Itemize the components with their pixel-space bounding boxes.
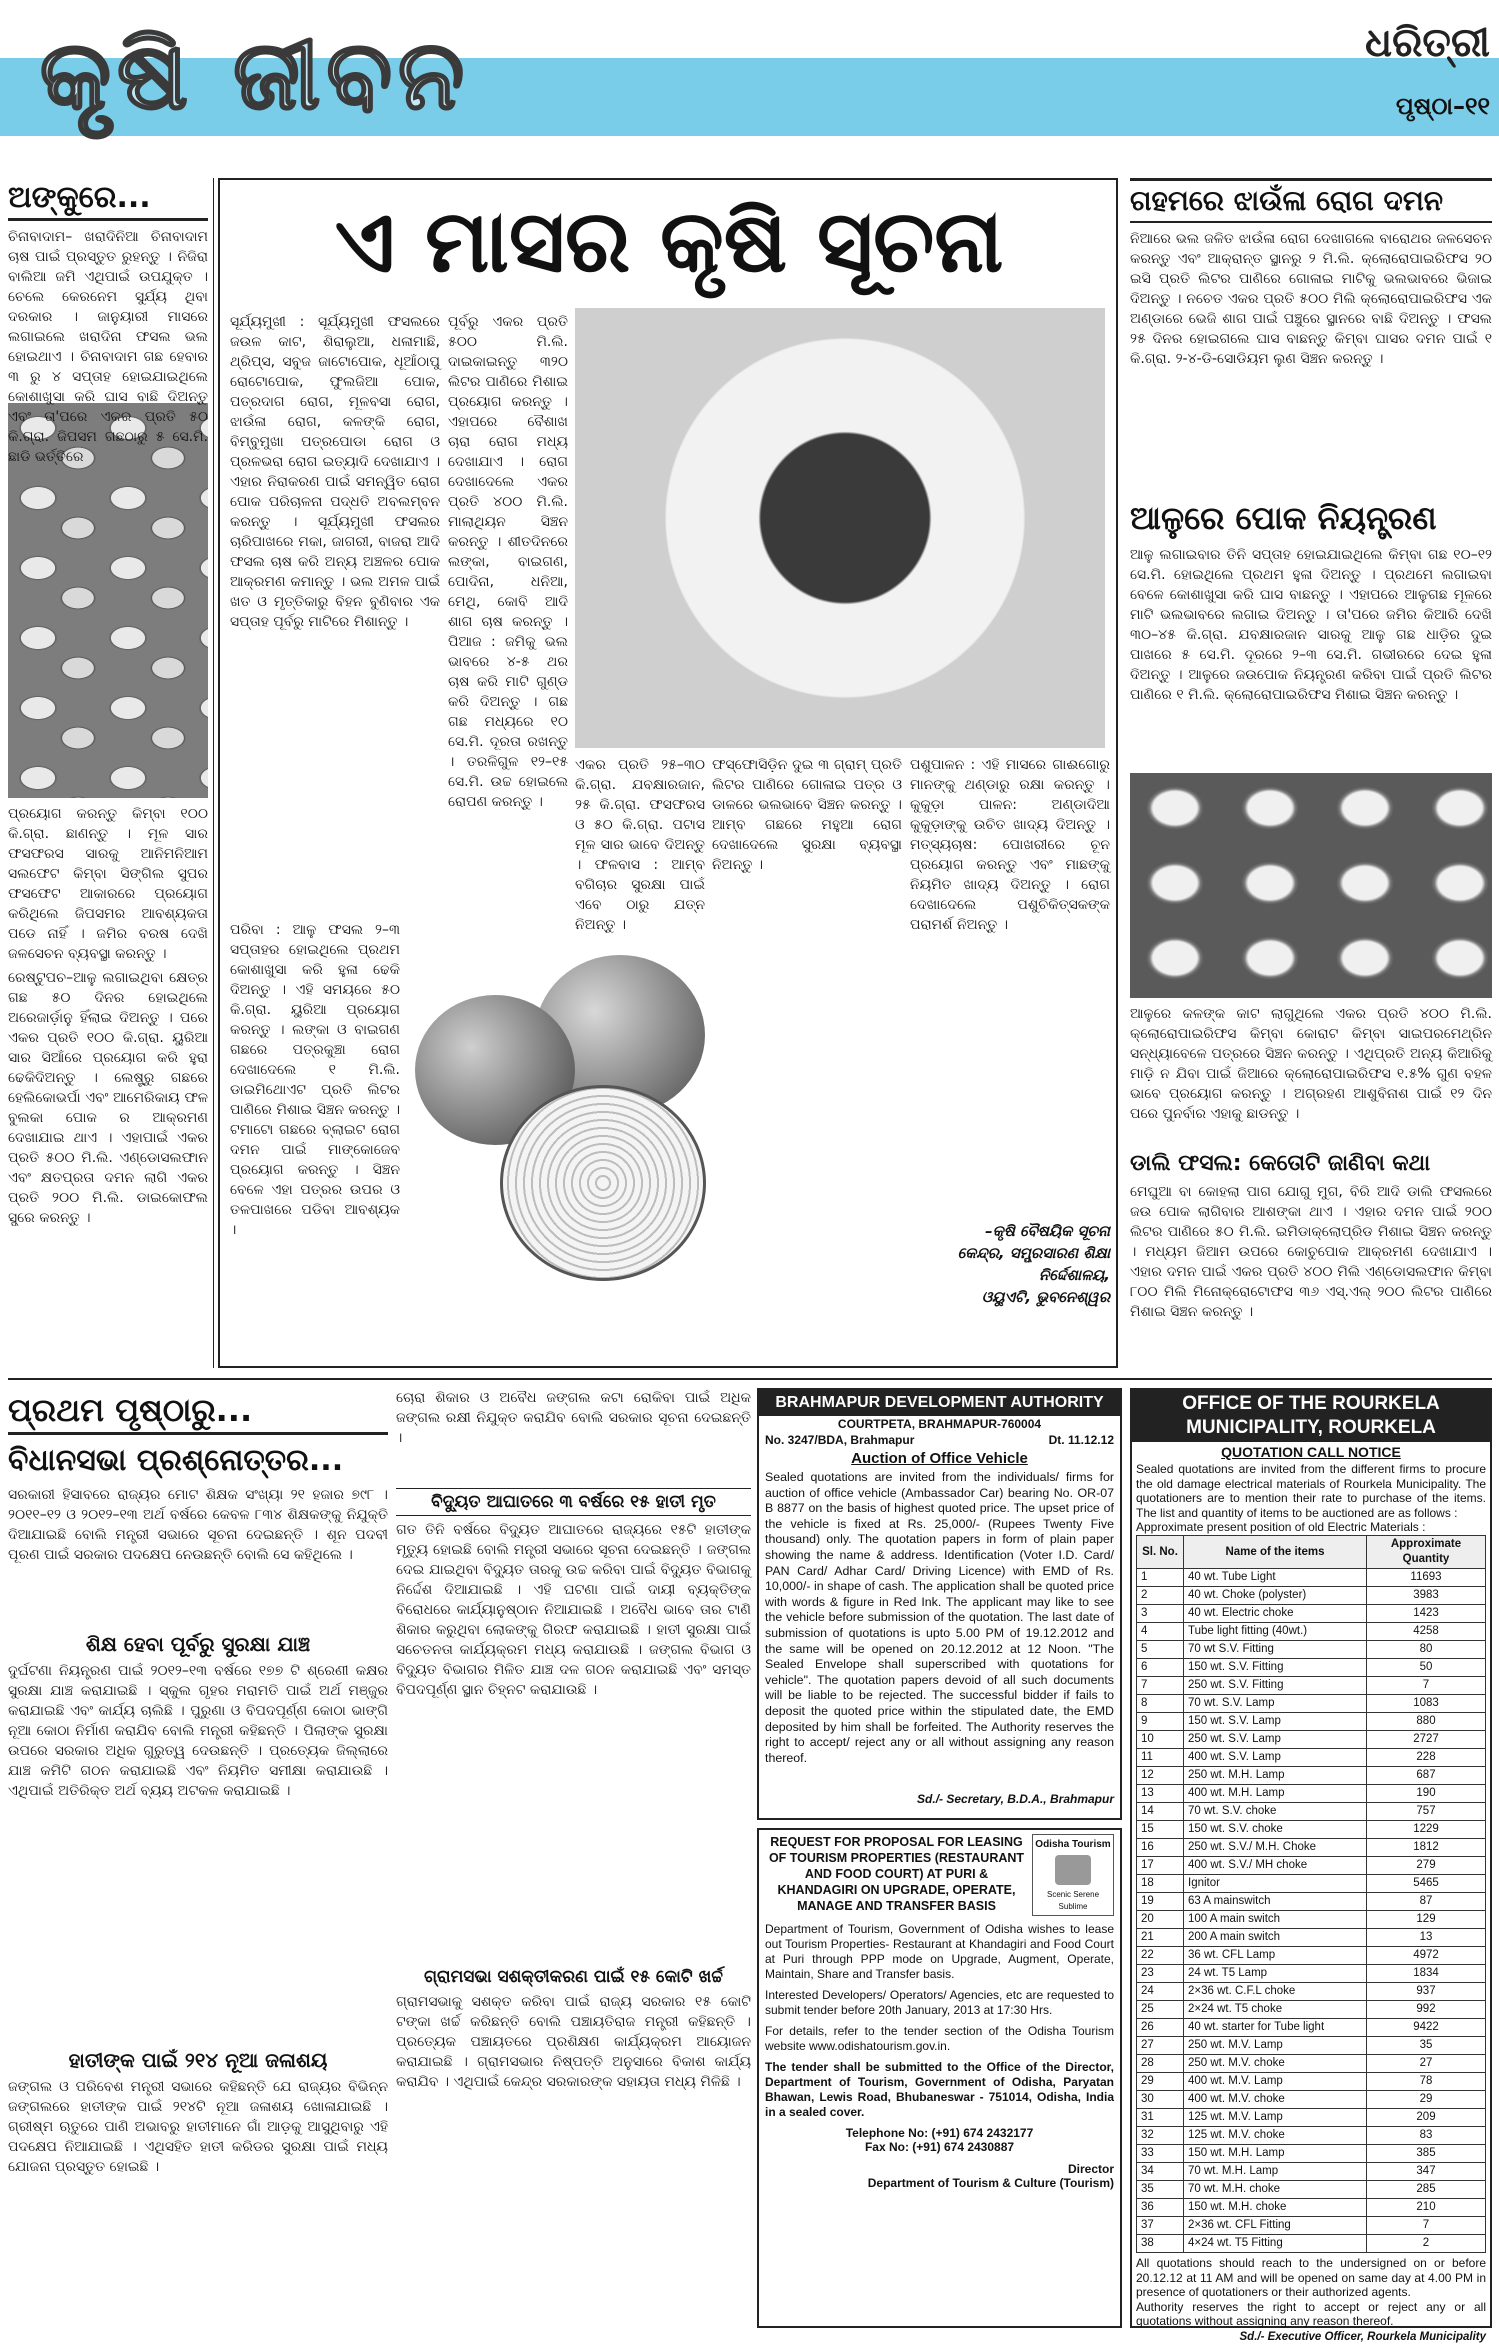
- credit-line-3: ନିର୍ଦ୍ଦେଶାଳୟ,: [1038, 1266, 1110, 1284]
- cell-qty: 35: [1367, 2037, 1486, 2055]
- feature-credit: [910, 1220, 1110, 1360]
- table-header-row: [1137, 1536, 1486, 1569]
- cell-item: 70 wt. S.V. Lamp: [1184, 1695, 1367, 1713]
- table-row: [1137, 1983, 1486, 2001]
- cell-sl: 7: [1137, 1677, 1184, 1695]
- feature-col-1: ସୂର୍ଯ୍ୟମୁଖୀ : ସୂର୍ଯ୍ୟମୁଖୀ ଫସଲରେ ଜଉଳ କାଟ, ଶିରାଲୁଆ, ଧଳାମାଛି, ଥ୍ରିପ୍ସ, ସବୁଜ ଜାଟୋପୋକ, ଧୂଆଁଠାପୁ ରୋଟୋପୋକ, ଫୁଲଜିଆ ପୋକ, ପତ୍ରଦାଗ ରୋଗ, ମୂଳବସା ରୋଗ, ଝାଉଁଳା ରୋଗ, କଳଙ୍କି ରୋଗ, ବିମ୍ବୁମୁଖା ପତ୍ରପୋଡା ରୋଗ ଓ ପ୍ରଳଭରା ରୋଗ ଇତ୍ୟାଦି ଦେଖାଯାଏ । ଏହାର ନିରାକରଣ ପାଇଁ ସମନ୍ୱିତ ରୋଗ ପୋକ ପରିଚାଳନା ପଦ୍ଧତି ଅବଲମ୍ବନ କରନ୍ତୁ । ସୂର୍ଯ୍ୟମୁଖୀ ଫସଲର ଚାରିପାଖରେ ମକା, ଜାଗରୀ, ବାଜରା ଆଦି ଫସଲ ଚାଷ କରି ଅନ୍ୟ ଅଞ୍ଚଳର ପୋକ ଆକ୍ରମଣ କମାନ୍ତୁ । ଭଲ ଅମଳ ପାଇଁ ଖତ ଓ ମୃତ୍ତିକାରୁ ବିହନ ବୁଣିବାର ଏକ ସପ୍ତାହ ପୂର୍ବରୁ ମାଟିରେ ମିଶାନ୍ତୁ ।: [230, 314, 440, 630]
- table-row: [1137, 1587, 1486, 1605]
- table-row: [1137, 2055, 1486, 2073]
- onion-photo: [405, 915, 735, 1360]
- cell-sl: 8: [1137, 1695, 1184, 1713]
- cell-sl: 6: [1137, 1659, 1184, 1677]
- sunflower-bloom: [665, 338, 1025, 698]
- cell-item: 150 wt. S.V. Lamp: [1184, 1713, 1367, 1731]
- tourism-logo-text: Odisha Tourism: [1035, 1839, 1111, 1850]
- cell-qty: 13: [1367, 1929, 1486, 1947]
- table-row: [1137, 2181, 1486, 2199]
- bda-date: Dt. 11.12.12: [1048, 1433, 1114, 1447]
- table-row: [1137, 1659, 1486, 1677]
- rourkela-intro: Sealed quotations are invited from the different firms to procure the old damage electrical materials of Rourkela Municipality. The quotationers are to mention their rate to purchase of the items. The list and quantity of items to be auctioned are as follows :: [1136, 1462, 1486, 1520]
- cell-qty: 1229: [1367, 1821, 1486, 1839]
- wheat-heading: ଗହମରେ ଝାଉଁଳା ରୋଗ ଦମନ: [1130, 178, 1492, 223]
- rourkela-subtitle: QUOTATION CALL NOTICE: [1221, 1444, 1401, 1460]
- cell-sl: 19: [1137, 1893, 1184, 1911]
- cell-sl: 33: [1137, 2145, 1184, 2163]
- table-row: [1137, 1965, 1486, 1983]
- cell-sl: 10: [1137, 1731, 1184, 1749]
- cell-qty: 4972: [1367, 1947, 1486, 1965]
- left-para-1: ଚିନାବାଦାମ– ଖରାଦିନିଆ ଚିନାବାଦାମ ଚାଷ ପାଇଁ ପ୍ରସ୍ତୁତ ରୁହନ୍ତୁ । ନିଜିରା ବାଲିଆ ଜମି ଏଥିପାଇଁ ଉପଯୁକ୍ତ । ଚେଲେ କେରନେମ ସୁର୍ଯ୍ୟ ଥିବା ଦରକାର । ଜାନୁୟାରୀ ମାସରେ ଲଗାଇଲେ ଖରାଦିନା ଫସଲ ଭଲ ହୋଇଥାଏ । ଚିନାବାଦାମ ଗଛ ହେବାର ୩ ରୁ ୪ ସପ୍ତାହ ହୋଇଯାଇଥିଲେ କୋଶାଖୁସା କରି ଘାସ ବାଛି ଦିଅନ୍ତୁ ଏବଂ ତା'ପରେ ଏକର ପ୍ରତି ୫୦ କି.ଗ୍ରା. ଜିପସମ ଗଛଠାରୁ ୫ ସେ.ମି. ଛାଡି ଭର୍ତ୍ତିରେ: [8, 229, 208, 465]
- cell-sl: 28: [1137, 2055, 1184, 2073]
- cell-qty: 1834: [1367, 1965, 1486, 1983]
- bda-body: Sealed quotations are invited from the individuals/ firms for auction of office vehicle (Ambassador Car) bearing No. OR-07 B 8877 on the basis of highest quoted price. The upset price of the vehicle is fixed at Rs. 25,000/- (Rupees Twenty Five thousand) only. The quotation papers in form of plain paper showing the name & address. Identification (Voter I.D. Card/ PAN Card/ Adhar Card/ Driving Licence) with EMD of Rs. 10,000/- in shape of cash. The application shall be quoted price with words & figure in Red Ink. The applicant may like to see the vehicle before submission of the quotation. The last date of submission of quotations is upto 5.00 PM of 19.12.2012 and the same will be opened on 20.12.2012 at 12 Noon. "The Sealed Envelope shall superscribed with quotations for vehicle". The quotation papers devoid of all such documents will be liable to be rejected. The successful bidder if fails to deposit the quoted price within the stipulated date, the EMD deposited by him shall be forfeited. The Authority reserves the right to accept/ reject any or all without assigning any reason thereof.: [765, 1470, 1114, 1765]
- cell-sl: 11: [1137, 1749, 1184, 1767]
- left-column: [8, 178, 208, 1368]
- left-heading: ଅଙ୍କୁରେ...: [8, 178, 208, 221]
- section-divider: [8, 1378, 1492, 1380]
- cell-item: 250 wt. M.H. Lamp: [1184, 1767, 1367, 1785]
- cell-qty: 80: [1367, 1641, 1486, 1659]
- cell-qty: 87: [1367, 1893, 1486, 1911]
- rourkela-signature: Sd./- Executive Officer, Rourkela Municipality: [1239, 2330, 1486, 2343]
- sunflower-photo: [575, 308, 1105, 748]
- cell-qty: 29: [1367, 2091, 1486, 2109]
- cell-sl: 4: [1137, 1623, 1184, 1641]
- cell-qty: 1812: [1367, 1839, 1486, 1857]
- cell-item: Tube light fitting (40wt.): [1184, 1623, 1367, 1641]
- cell-sl: 18: [1137, 1875, 1184, 1893]
- table-row: [1137, 2019, 1486, 2037]
- tourism-notice: [757, 1828, 1122, 2328]
- cell-sl: 35: [1137, 2181, 1184, 2199]
- cell-qty: 83: [1367, 2127, 1486, 2145]
- table-row: [1137, 2001, 1486, 2019]
- cell-qty: 7: [1367, 2217, 1486, 2235]
- cell-sl: 23: [1137, 1965, 1184, 1983]
- tourism-title: REQUEST FOR PROPOSAL FOR LEASING OF TOURISM PROPERTIES (RESTAURANT AND FOOD COURT) AT PURI & KHANDAGIRI ON UPGRADE, OPERATE, MANAGE AND TRANSFER BASIS: [768, 1835, 1025, 1913]
- table-row: [1137, 2127, 1486, 2145]
- rourkela-items-table: [1136, 1535, 1486, 2253]
- bda-subject: Auction of Office Vehicle: [851, 1450, 1028, 1467]
- tourism-fax: Fax No: (+91) 674 2430887: [864, 2140, 1015, 2154]
- cell-item: 200 A main switch: [1184, 1929, 1367, 1947]
- table-row: [1137, 2163, 1486, 2181]
- cell-sl: 9: [1137, 1713, 1184, 1731]
- bda-title: BRAHMAPUR DEVELOPMENT AUTHORITY: [759, 1390, 1120, 1416]
- cell-qty: 9422: [1367, 2019, 1486, 2037]
- table-row: [1137, 2199, 1486, 2217]
- table-row: [1137, 1749, 1486, 1767]
- pulses-text: ମେଘୁଆ ବା କୋହଲା ପାଗ ଯୋଗୁ ମୁଗ, ବିରି ଆଦି ଡାଲି ଫସଲରେ ଜଉ ପୋକ ଲାଗିବାର ଆଶଙ୍କା ଥାଏ । ଏହାର ଦମନ ପାଇଁ ୨୦୦ ଲିଟର ପାଣିରେ ୫୦ ମି.ଲି. ଇମିଡାକ୍ଲୋପ୍ରିଡ ମିଶାଇ ସିଞ୍ଚନ କରନ୍ତୁ । ମଧ୍ୟମ ଜିଆମ ଉପରେ କୋଚୁପୋକ ଆକ୍ରମଣ ଦେଖାଯାଏ । ଏହାର ଦମନ ପାଇଁ ଏକର ପ୍ରତି ୪୦୦ ମିଲି ଏଣ୍ଡୋସଲଫାନ କିମ୍ବା ୮୦୦ ମିଲି ମିନୋକ୍ରୋଟୋଫସ ୩୬ ଏସ୍.ଏଲ୍ ୨୦୦ ଲିଟର ପାଣିରେ ମିଶାଇ ସିଞ୍ଚନ କରନ୍ତୁ ।: [1130, 1184, 1492, 1320]
- tourism-logo-mark: [1055, 1855, 1091, 1885]
- cell-qty: 27: [1367, 2055, 1486, 2073]
- potato-heading: ଆଳୁରେ ପୋକ ନିୟନ୍ତ୍ରଣ: [1130, 499, 1437, 537]
- table-row: [1137, 1821, 1486, 1839]
- potato-text: ଆଳୁ ଲଗାଇବାର ତିନି ସପ୍ତାହ ହୋଇଯାଇଥିଲେ କିମ୍ବା ଗଛ ୧୦–୧୨ ସେ.ମି. ହୋଇଥିଲେ ପ୍ରଥମ ହୁଳା ଦିଅନ୍ତୁ । ପ୍ରଥମେ ଲଗାଇବା ବେଳେ କୋଶାଖୁସା କରି ଘାସ ବାଛନ୍ତୁ । ଏହାପରେ ଆଳୁଗଛ ମୂଳରେ ମାଟି ଭଲଭାବରେ ଲଗାଇ ଦିଅନ୍ତୁ । ତା'ପରେ ଜମିର କିଆରି ଦେଖି ୩୦–୪୫ କି.ଗ୍ରା. ଯବକ୍ଷାରଜାନ ସାରକୁ ଆଳୁ ଗଛ ଧାଡ଼ିର ଦୁଇ ପାଖରେ ୫ ସେ.ମି. ଦୂରରେ ୨–୩ ସେ.ମି. ଗଭୀରରେ ଦେଇ ହୁଳା ଦିଅନ୍ତୁ । ଆଳୁରେ ଜଉପୋକ ନିୟନ୍ତ୍ରଣ କରିବା ପାଇଁ ପ୍ରତି ଲିଟର ପାଣିରେ ୧ ମି.ଲି. କ୍ଲୋରୋପାଇରିଫସ ମିଶାଇ ସିଞ୍ଚନ କରନ୍ତୁ ।: [1130, 547, 1492, 703]
- cell-item: 36 wt. CFL Lamp: [1184, 1947, 1367, 1965]
- cell-item: 400 wt. S.V. Lamp: [1184, 1749, 1367, 1767]
- cell-item: 2×36 wt. C.F.L choke: [1184, 1983, 1367, 2001]
- cell-sl: 38: [1137, 2235, 1184, 2253]
- cell-qty: 50: [1367, 1659, 1486, 1677]
- cell-item: 2×24 wt. T5 choke: [1184, 2001, 1367, 2019]
- cell-sl: 34: [1137, 2163, 1184, 2181]
- cell-qty: 228: [1367, 1749, 1486, 1767]
- potato-photo: [1130, 773, 1492, 998]
- cell-item: 40 wt. starter for Tube light: [1184, 2019, 1367, 2037]
- cell-item: 24 wt. T5 Lamp: [1184, 1965, 1367, 1983]
- table-row: [1137, 1731, 1486, 1749]
- cell-qty: 2: [1367, 2235, 1486, 2253]
- cell-item: 150 wt. S.V. choke: [1184, 1821, 1367, 1839]
- credit-line-4: ଓୟୁଏଟି, ଭୁବନେଶ୍ୱର: [981, 1288, 1110, 1306]
- cell-qty: 7: [1367, 1677, 1486, 1695]
- table-row: [1137, 1713, 1486, 1731]
- cell-qty: 992: [1367, 2001, 1486, 2019]
- cell-sl: 22: [1137, 1947, 1184, 1965]
- cell-item: 125 wt. M.V. Lamp: [1184, 2109, 1367, 2127]
- col-item: Name of the items: [1184, 1536, 1367, 1569]
- cell-item: 2×36 wt. CFL Fitting: [1184, 2217, 1367, 2235]
- cell-qty: 1423: [1367, 1605, 1486, 1623]
- feature-headline: ଏ ମାସର କୃଷି ସୂଚନା: [334, 192, 1004, 292]
- cell-sl: 21: [1137, 1929, 1184, 1947]
- feature-col-4: ଫସ୍‌ଫୋସିଡ଼ିନ ଦୁଇ ୩ ଗ୍ରାମ୍ ପ୍ରତି ଲିଟର ପାଣିରେ ଗୋଳାଇ ପତ୍ର ଓ ଡାଳରେ ଭଲଭାବେ ସିଞ୍ଚନ କରନ୍ତୁ । ଆମ୍ବ ଗଛରେ ମହୁଆ ରୋଗ ଦେଖାଦେଲେ ସୁରକ୍ଷା ବ୍ୟବସ୍ଥା ନିଅନ୍ତୁ ।: [712, 757, 902, 873]
- cell-qty: 11693: [1367, 1569, 1486, 1587]
- cell-item: 4×24 wt. T5 Fitting: [1184, 2235, 1367, 2253]
- cell-item: 70 wt S.V. Fitting: [1184, 1641, 1367, 1659]
- table-row: [1137, 1803, 1486, 1821]
- bottom-left-column: [8, 1388, 388, 2328]
- table-row: [1137, 1911, 1486, 1929]
- assembly-text: ସରକାରୀ ହିସାବରେ ରାଜ୍ୟର ମୋଟ ଶିକ୍ଷକ ସଂଖ୍ୟା ୨୧ ହଜାର ୭୯୮ । ୨୦୧୧–୧୨ ଓ ୨୦୧୨–୧୩ ଅର୍ଥ ବର୍ଷରେ କେବଳ ୮୩୪ ଶିକ୍ଷକଙ୍କୁ ନିଯୁକ୍ତି ଦିଆଯାଇଛି ବୋଲି ମନ୍ତ୍ରୀ ସଭାରେ ସୂଚନା ଦେଇଛନ୍ତି । ଶୂନ ପଦବୀ ପୂରଣ ପାଇଁ ସରକାର ପଦକ୍ଷେପ ନେଉଛନ୍ତି ବୋଲି ସେ କହିଥିଲେ ।: [8, 1487, 388, 1563]
- cell-qty: 190: [1367, 1785, 1486, 1803]
- table-row: [1137, 1857, 1486, 1875]
- cell-sl: 2: [1137, 1587, 1184, 1605]
- cell-item: 400 wt. S.V./ MH choke: [1184, 1857, 1367, 1875]
- tourism-sign-1: Director: [1067, 2162, 1114, 2176]
- table-row: [1137, 1785, 1486, 1803]
- table-row: [1137, 1893, 1486, 1911]
- rourkela-title-1: OFFICE OF THE ROURKELA: [1182, 1393, 1440, 1414]
- cell-sl: 20: [1137, 1911, 1184, 1929]
- newspaper-logo: ଧରିତ୍ରୀ: [1365, 20, 1490, 66]
- right-column: [1130, 178, 1492, 1368]
- cell-qty: 347: [1367, 2163, 1486, 2181]
- cell-qty: 209: [1367, 2109, 1486, 2127]
- pulses-heading: ଡାଲି ଫସଲ: କେତୋଟି ଜାଣିବା କଥା: [1130, 1151, 1431, 1176]
- cell-item: 250 wt. M.V. Lamp: [1184, 2037, 1367, 2055]
- tourism-logo: [1032, 1834, 1114, 1916]
- cell-sl: 25: [1137, 2001, 1184, 2019]
- cell-item: 250 wt. M.V. choke: [1184, 2055, 1367, 2073]
- feature-col-6: ପଶୁପାଳନ : ଏହି ମାସରେ ଗାଈଗୋରୁ ମାନଙ୍କୁ ଥଣ୍ଡାରୁ ରକ୍ଷା କରନ୍ତୁ । କୁକୁଡ଼ା ପାଳନ: ଅଣ୍ଡାଦିଆ କୁକୁଡ଼ାଙ୍କୁ ଉଚିତ ଖାଦ୍ୟ ଦିଅନ୍ତୁ । ମତ୍ସ୍ୟଚାଷ: ପୋଖରୀରେ ଚୂନ ପ୍ରୟୋଗ କରନ୍ତୁ ଏବଂ ମାଛଙ୍କୁ ନିୟମିତ ଖାଦ୍ୟ ଦିଅନ୍ତୁ । ରୋଗ ଦେଖାଦେଲେ ପଶୁଚିକିତ୍ସକଙ୍କ ପରାମର୍ଶ ନିଅନ୍ତୁ ।: [910, 757, 1110, 933]
- table-row: [1137, 1641, 1486, 1659]
- bottom-middle-column: [396, 1388, 751, 2328]
- cell-item: 70 wt. M.H. choke: [1184, 2181, 1367, 2199]
- assembly-qa-heading: ବିଧାନସଭା ପ୍ରଶ୍ନୋତ୍ତର...: [8, 1443, 344, 1478]
- cell-qty: 2727: [1367, 1731, 1486, 1749]
- front-page-continuation: ପ୍ରଥମ ପୃଷ୍ଠାରୁ...: [8, 1388, 388, 1435]
- cell-sl: 1: [1137, 1569, 1184, 1587]
- table-row: [1137, 1623, 1486, 1641]
- table-row: [1137, 1695, 1486, 1713]
- elephant-ponds-heading: ହାତୀଙ୍କ ପାଇଁ ୨୧୪ ନୂଆ ଜଳାଶୟ: [68, 2048, 328, 2072]
- safety-heading: ଶିକ୍ଷ ହେବା ପୂର୍ବରୁ ସୁରକ୍ଷା ଯାଞ୍ଚ: [85, 1632, 311, 1656]
- cell-sl: 13: [1137, 1785, 1184, 1803]
- credit-line-2: କେନ୍ଦ୍ର, ସମ୍ପ୍ରସାରଣ ଶିକ୍ଷା: [957, 1244, 1110, 1262]
- cell-sl: 12: [1137, 1767, 1184, 1785]
- table-row: [1137, 2145, 1486, 2163]
- cell-qty: 937: [1367, 1983, 1486, 2001]
- cell-item: 70 wt. M.H. Lamp: [1184, 2163, 1367, 2181]
- cell-item: 150 wt. M.H. choke: [1184, 2199, 1367, 2217]
- cell-qty: 4258: [1367, 1623, 1486, 1641]
- table-row: [1137, 2091, 1486, 2109]
- table-row: [1137, 2037, 1486, 2055]
- tourism-logo-sub: Scenic Serene Sublime: [1046, 1890, 1100, 1911]
- tourism-p2: Interested Developers/ Operators/ Agencies, etc are requested to submit tender before 20th January, 2013 at 17:30 Hrs.: [765, 1988, 1114, 2017]
- bda-address: COURTPETA, BRAHMAPUR-760004: [837, 1417, 1042, 1431]
- cell-sl: 14: [1137, 1803, 1184, 1821]
- column-divider: [213, 178, 214, 1368]
- cell-item: 400 wt. M.V. choke: [1184, 2091, 1367, 2109]
- table-row: [1137, 2217, 1486, 2235]
- bda-ref-row: [765, 1432, 1114, 1448]
- feature-col-2: ପୂର୍ବରୁ ଏକର ପ୍ରତି ୫୦୦ ମି.ଲି. ଦାଇକାଇନ୍ତୁ ୩୨୦ ଲିଟର ପାଣିରେ ମିଶାଇ ପ୍ରୟୋଗ କରନ୍ତୁ । ଏହାପରେ ବୈଶାଖ ଚାରା ରୋଗ ମଧ୍ୟ ଦେଖାଯାଏ । ରୋଗ ଦେଖାଦେଲେ ଏକର ପ୍ରତି ୪୦୦ ମି.ଲି. ମାଲାଥିୟନ ସିଞ୍ଚନ କରନ୍ତୁ । ଶୀତଦିନରେ ଲଙ୍କା, ବାଇଗଣ, ପୋଦିନା, ଧନିଆ, ମେଥି, କୋବି ଆଦି ଶାଗ ଚାଷ କରନ୍ତୁ । ପିଆଜ : ଜମିକୁ ଭଲ ଭାବରେ ୪-୫ ଥର ଚାଷ କରି ମାଟି ଗୁଣ୍ଡ କରି ଦିଅନ୍ତୁ । ଗଛ ଗଛ ମଧ୍ୟରେ ୧୦ ସେ.ମି. ଦୂରତା ରଖନ୍ତୁ । ତରଳିଗୁଳ ୧୨–୧୫ ସେ.ମି. ଉଚ୍ଚ ହୋଇଲେ ରୋପଣ କରନ୍ତୁ ।: [448, 314, 568, 810]
- tourism-p1: Department of Tourism, Government of Odisha wishes to lease out Tourism Properties- Restaurant at Khandagiri and Food Court at Puri through PPP mode on Upgrade, Augment, Operate, Maintain, Share and Transfer basis.: [765, 1922, 1114, 1981]
- cell-qty: 285: [1367, 2181, 1486, 2199]
- cell-sl: 5: [1137, 1641, 1184, 1659]
- col-sl: Sl. No.: [1137, 1536, 1184, 1569]
- cell-sl: 29: [1137, 2073, 1184, 2091]
- left-para-3: ରେଷ୍ଟୁପଚ–ଆଳୁ ଲଗାଇଥିବା କ୍ଷେତ୍ର ଗଛ ୫୦ ଦିନର ହୋଇଥିଲେ ଅରେଜାର୍ଡ଼ାନୁ ହିଁଲାଇ ଦିଅନ୍ତୁ । ପରେ ଏକର ପ୍ରତି ୧୦୦ କି.ଗ୍ରା. ୟୁରିଆ ସାର ସିଆଁରେ ପ୍ରୟୋଗ କରି ହୁରା ଢେକିଦିଅନ୍ତୁ । ଲେଷ୍ଟ୍ରୁ ଗଛରେ ହେଲିକୋଭର୍ପା ଏବଂ ଆମେରିକାୟ ଫଳ ବୁଲକା ପୋକ ର ଆକ୍ରମଣ ଦେଖାଯାଇ ଥାଏ । ଏହାପାଇଁ ଏକର ପ୍ରତି ୫୦୦ ମି.ଲି. ଏଣ୍ଡୋସଲଫାନ ଏବଂ କ୍ଷତପ୍ରତା ଦମନ ଲାଗି ଏକର ପ୍ରତି ୨୦୦ ମି.ଲି. ଡାଇକୋଫଲ ସ୍ପ୍ରେ କରନ୍ତୁ ।: [8, 970, 208, 1226]
- cell-sl: 27: [1137, 2037, 1184, 2055]
- cell-item: 250 wt. S.V. Lamp: [1184, 1731, 1367, 1749]
- cell-qty: 385: [1367, 2145, 1486, 2163]
- section-title: କୃଷି ଜୀବନ: [40, 19, 471, 131]
- feature-col-5: ପରିବା : ଆଳୁ ଫସଲ ୨–୩ ସପ୍ତାହର ହୋଇଥିଲେ ପ୍ରଥମ କୋଶାଖୁସା କରି ହୁଳା ଢେକି ଦିଅନ୍ତୁ । ଏହି ସମୟରେ ୫୦ କି.ଗ୍ରା. ୟୁରିଆ ପ୍ରୟୋଗ କରନ୍ତୁ । ଲଙ୍କା ଓ ବାଇଗଣ ଗଛରେ ପତ୍ରକୁଞ୍ଚା ରୋଗ ଦେଖାଦେଲେ ୧ ମି.ଲି. ଡାଇମିଥୋଏଟ ପ୍ରତି ଲିଟର ପାଣିରେ ମିଶାଇ ସିଞ୍ଚନ କରନ୍ତୁ । ଟମାଟୋ ଗଛରେ ବ୍ଲାଇଟ ରୋଗ ଦମନ ପାଇଁ ମାଙ୍କୋଜେବ ପ୍ରୟୋଗ କରନ୍ତୁ । ସିଞ୍ଚନ ବେଳେ ଏହା ପତ୍ରର ଉପର ଓ ତଳପାଖରେ ପଡିବା ଆବଶ୍ୟକ ।: [230, 922, 400, 1238]
- table-row: [1137, 1875, 1486, 1893]
- bda-signature: Sd./- Secretary, B.D.A., Brahmapur: [917, 1792, 1114, 1806]
- cell-qty: 1083: [1367, 1695, 1486, 1713]
- cell-item: 40 wt. Electric choke: [1184, 1605, 1367, 1623]
- table-row: [1137, 1839, 1486, 1857]
- tourism-p3: For details, refer to the tender section of the Odisha Tourism website www.odishatourism.gov.in.: [765, 2024, 1114, 2053]
- cell-item: 250 wt. S.V./ M.H. Choke: [1184, 1839, 1367, 1857]
- cell-sl: 37: [1137, 2217, 1184, 2235]
- cell-qty: 279: [1367, 1857, 1486, 1875]
- cell-item: 40 wt. Choke (polyster): [1184, 1587, 1367, 1605]
- cell-item: 400 wt. M.H. Lamp: [1184, 1785, 1367, 1803]
- gram-sabha-heading: ଗ୍ରାମସଭା ସଶକ୍ତୀକରଣ ପାଇଁ ୧୫ କୋଟି ଖର୍ଚ୍ଚ: [424, 1967, 723, 1987]
- left-para-2: ପ୍ରୟୋଗ କରନ୍ତୁ କିମ୍ବା ୧୦୦ କି.ଗ୍ରା. ଛାଣନ୍ତୁ । ମୂଳ ସାର ଫସଫରସ ସାରକୁ ଆନିମନିଆମ ସଲଫେଟ କିମ୍ବା ସିଙ୍ଗିଲ ସୁପର ଫସଫେଟ ଆକାରରେ ପ୍ରୟୋଗ କରିଥିଲେ ଜିପସମର ଆବଶ୍ୟକତା ପଡେ ନାହିଁ । ଜମିର ବରଷ ଦେଖି ଜଳସେଚନ ବ୍ୟବସ୍ଥା କରନ୍ତୁ ।: [8, 806, 208, 962]
- cell-qty: 210: [1367, 2199, 1486, 2217]
- wheat-text: ନିଆରେ ଭଲ ଜଳିତ ଝାଉଁଳା ରୋଗ ଦେଖାଗଲେ ବାରୋଥର ଜଳସେଚନ କରନ୍ତୁ ଏବଂ ଆକ୍ରାନ୍ତ ସ୍ଥାନରୁ ୨ ମି.ଲି. କ୍ଲୋରୋପାଇରିଫସ ୨୦ ଇସି ପ୍ରତି ଲିଟର ପାଣିରେ ଗୋଳାଇ ମାଟିକୁ ଭଲଭାବରେ ଭିଜାଇ ଦିଅନ୍ତୁ । ନଚେତ ଏକର ପ୍ରତି ୫୦୦ ମିଲି କ୍ଲୋରୋପାଇରିଫସ ଏକ ଅଣ୍ଡାରେ ଭେଜି ଶାଗ ପାଇଁ ପଞ୍ଚୁରେ ସ୍ଥାନରେ ବାଛି ଦିଅନ୍ତୁ । ଫସଲ ୨୫ ଦିନର ହୋଇଗଲେ ଘାସ ବାଛନ୍ତୁ କିମ୍ବା ଘାସର ଦମନ ପାଇଁ ୧ କି.ଗ୍ରା. ୨-୪-ଡି-ସୋଡିୟମ ଲୁଣ ସିଞ୍ଚନ କରନ୍ତୁ ।: [1130, 231, 1492, 367]
- cell-sl: 15: [1137, 1821, 1184, 1839]
- cell-qty: 757: [1367, 1803, 1486, 1821]
- table-row: [1137, 1767, 1486, 1785]
- cell-item: 125 wt. M.V. choke: [1184, 2127, 1367, 2145]
- rourkela-title-2: MUNICIPALITY, ROURKELA: [1186, 1417, 1436, 1438]
- rourkela-foot-1: All quotations should reach to the undersigned on or before 20.12.12 at 11 AM and will be opened on same day at 4.00 PM in presence of quotationers or their authorized agents.: [1136, 2256, 1486, 2299]
- cell-item: 40 wt. Tube Light: [1184, 1569, 1367, 1587]
- cell-qty: 880: [1367, 1713, 1486, 1731]
- table-row: [1137, 1929, 1486, 1947]
- cell-sl: 16: [1137, 1839, 1184, 1857]
- cell-sl: 30: [1137, 2091, 1184, 2109]
- col-qty: Approximate Quantity: [1367, 1536, 1486, 1569]
- gram-sabha-text: ଗ୍ରାମସଭାକୁ ସଶକ୍ତ କରିବା ପାଇଁ ରାଜ୍ୟ ସରକାର ୧୫ କୋଟି ଟଙ୍କା ଖର୍ଚ୍ଚ କରିଛନ୍ତି ବୋଲି ପଞ୍ଚାୟତିରାଜ ମନ୍ତ୍ରୀ କହିଛନ୍ତି । ପ୍ରତ୍ୟେକ ପଞ୍ଚାୟତରେ ପ୍ରଶିକ୍ଷଣ କାର୍ଯ୍ୟକ୍ରମ ଆୟୋଜନ କରାଯାଇଛି । ଗ୍ରାମସଭାର ନିଷ୍ପତ୍ତି ଅନୁସାରେ ବିକାଶ କାର୍ଯ୍ୟ କରାଯିବ । ଏଥିପାଇଁ କେନ୍ଦ୍ର ସରକାରଙ୍କ ସହାୟତା ମଧ୍ୟ ମିଳିଛି ।: [396, 1994, 751, 2090]
- table-row: [1137, 2073, 1486, 2091]
- cell-qty: 129: [1367, 1911, 1486, 1929]
- cell-sl: 26: [1137, 2019, 1184, 2037]
- safety-text: ଦୁର୍ଘଟଣା ନିୟନ୍ତ୍ରଣ ପାଇଁ ୨୦୧୨–୧୩ ବର୍ଷରେ ୧୭୭ ଟି ଶ୍ରେଣୀ କକ୍ଷର ସୁରକ୍ଷା ଯାଞ୍ଚ କରାଯାଇଛି । ସ୍କୁଲ ଗୃହର ମରାମତି ପାଇଁ ଅର୍ଥ ମଞ୍ଜୁର କରାଯାଇଛି ଏବଂ କାର୍ଯ୍ୟ ଚାଲିଛି । ପୁରୁଣା ଓ ବିପଦପୂର୍ଣ୍ଣ କୋଠା ଭାଙ୍ଗି ନୂଆ କୋଠା ନିର୍ମାଣ କରାଯିବ ବୋଲି ମନ୍ତ୍ରୀ କହିଛନ୍ତି । ପିଲାଙ୍କ ସୁରକ୍ଷା ଉପରେ ସରକାର ଅଧିକ ଗୁରୁତ୍ୱ ଦେଉଛନ୍ତି । ପ୍ରତ୍ୟେକ ଜିଲ୍ଲାରେ ଯାଞ୍ଚ କମିଟି ଗଠନ କରାଯାଇଛି ଏବଂ ନିୟମିତ ସମୀକ୍ଷା କରାଯାଉଛି । ଏଥିପାଇଁ ଅତିରିକ୍ତ ଅର୍ଥ ବ୍ୟୟ ଅଟକଳ କରାଯାଇଛି ।: [8, 1663, 388, 1799]
- table-row: [1137, 1605, 1486, 1623]
- cell-item: 150 wt. S.V. Fitting: [1184, 1659, 1367, 1677]
- tourism-sign-2: Department of Tourism & Culture (Tourism): [867, 2176, 1114, 2190]
- cell-item: Ignitor: [1184, 1875, 1367, 1893]
- cell-qty: 78: [1367, 2073, 1486, 2091]
- table-row: [1137, 1569, 1486, 1587]
- tourism-header: [765, 1834, 1114, 1916]
- cell-qty: 687: [1367, 1767, 1486, 1785]
- bda-ref: No. 3247/BDA, Brahmapur: [765, 1433, 915, 1447]
- cell-item: 150 wt. M.H. Lamp: [1184, 2145, 1367, 2163]
- page-number: ପୃଷ୍ଠା–୧୧: [1395, 92, 1490, 120]
- cell-qty: 5465: [1367, 1875, 1486, 1893]
- table-row: [1137, 1677, 1486, 1695]
- feature-col-3: ଏକର ପ୍ରତି ୨୫–୩୦ କି.ଗ୍ରା. ଯବକ୍ଷାରଜାନ, ୨୫ କି.ଗ୍ରା. ଫସଫରସ ଓ ୫୦ କି.ଗ୍ରା. ପଟାସ ମୂଳ ସାର ଭାବେ ଦିଅନ୍ତୁ । ଫଳବାସ : ଆମ୍ବ ବଗିଚାର ସୁରକ୍ଷା ପାଇଁ ଏବେ ଠାରୁ ଯତ୍ନ ନିଅନ୍ତୁ ।: [575, 757, 705, 933]
- cell-item: 250 wt. S.V. Fitting: [1184, 1677, 1367, 1695]
- middle-intro-text: ଚୋରା ଶିକାର ଓ ଅବୈଧ ଜଙ୍ଗଲ କଟା ରୋକିବା ପାଇଁ ଅଧିକ ଜଙ୍ଗଲ ରକ୍ଷୀ ନିଯୁକ୍ତ କରାଯିବ ବୋଲି ସରକାର ସୂଚନା ଦେଇଛନ୍ତି ।: [396, 1390, 751, 1446]
- table-row: [1137, 1947, 1486, 1965]
- rourkela-foot-2: Authority reserves the right to accept or reject any or all quotations without assigning any reason thereof.: [1136, 2299, 1486, 2328]
- onion-half: [500, 1085, 706, 1281]
- elephant-death-heading: ବିଦ୍ୟୁତ ଆଘାତରେ ୩ ବର୍ଷରେ ୧୫ ହାତୀ ମୃତ: [396, 1488, 751, 1516]
- cell-sl: 24: [1137, 1983, 1184, 2001]
- rourkela-title-block: [1132, 1390, 1490, 1442]
- cell-sl: 32: [1137, 2127, 1184, 2145]
- credit-line-1: –କୃଷି ବୈଷୟିକ ସୂଚନା: [985, 1222, 1110, 1240]
- elephant-death-text: ଗତ ତିନି ବର୍ଷରେ ବିଦ୍ୟୁତ ଆଘାତରେ ରାଜ୍ୟରେ ୧୫ଟି ହାତୀଙ୍କ ମୃତ୍ୟୁ ହୋଇଛି ବୋଲି ମନ୍ତ୍ରୀ ସଭାରେ ସୂଚନା ଦେଇଛନ୍ତି । ଜଙ୍ଗଲ ଦେଇ ଯାଇଥିବା ବିଦ୍ୟୁତ ତାରକୁ ଉଚ୍ଚ କରିବା ପାଇଁ ବିଦ୍ୟୁତ ବିଭାଗକୁ ନିର୍ଦ୍ଦେଶ ଦିଆଯାଇଛି । ଏହି ଘଟଣା ପାଇଁ ଦାୟୀ ବ୍ୟକ୍ତିଙ୍କ ବିରୋଧରେ କାର୍ଯ୍ୟାନୁଷ୍ଠାନ ନିଆଯାଇଛି । ଅବୈଧ ଭାବେ ତାର ଟାଣି ଶିକାର କରୁଥିବା ଲୋକଙ୍କୁ ଗିରଫ କରାଯାଇଛି । ହାତୀ ସୁରକ୍ଷା ପାଇଁ ସଚେତନତା କାର୍ଯ୍ୟକ୍ରମ ମଧ୍ୟ କରାଯାଉଛି । ଜଙ୍ଗଲ ବିଭାଗ ଓ ବିଦ୍ୟୁତ ବିଭାଗର ମିଳିତ ଯାଞ୍ଚ ଦଳ ଗଠନ କରାଯାଇଛି ଏବଂ ସମସ୍ତ ବିପଦପୂର୍ଣ୍ଣ ସ୍ଥାନ ଚିହ୍ନଟ କରାଯାଉଛି ।: [396, 1522, 751, 1698]
- rourkela-approx: Approximate present position of old Electric Materials :: [1136, 1520, 1426, 1534]
- cell-sl: 36: [1137, 2199, 1184, 2217]
- cell-item: 100 A main switch: [1184, 1911, 1367, 1929]
- cell-item: 63 A mainswitch: [1184, 1893, 1367, 1911]
- elephant-ponds-text: ଜଙ୍ଗଲ ଓ ପରିବେଶ ମନ୍ତ୍ରୀ ସଭାରେ କହିଛନ୍ତି ଯେ ରାଜ୍ୟର ବିଭିନ୍ନ ଜଙ୍ଗଲରେ ହାତୀଙ୍କ ପାଇଁ ୨୧୪ଟି ନୂଆ ଜଳାଶୟ ଖୋଳାଯାଇଛି । ଗ୍ରୀଷ୍ମ ଋତୁରେ ପାଣି ଅଭାବରୁ ହାତୀମାନେ ଗାଁ ଆଡ଼କୁ ଆସୁଥିବାରୁ ଏହି ପଦକ୍ଷେପ ନିଆଯାଇଛି । ଏଥିସହିତ ହାତୀ କରିଡର ସୁରକ୍ଷା ପାଇଁ ମଧ୍ୟ ଯୋଜନା ପ୍ରସ୍ତୁତ ହୋଇଛି ।: [8, 2079, 388, 2175]
- cell-item: 70 wt. S.V. choke: [1184, 1803, 1367, 1821]
- cell-sl: 17: [1137, 1857, 1184, 1875]
- tourism-tel: Telephone No: (+91) 674 2432177: [845, 2126, 1034, 2140]
- bda-notice: [757, 1388, 1122, 1820]
- cell-sl: 3: [1137, 1605, 1184, 1623]
- table-row: [1137, 2109, 1486, 2127]
- cell-qty: 3983: [1367, 1587, 1486, 1605]
- rourkela-notice: [1130, 1388, 1492, 2343]
- tourism-p4: The tender shall be submitted to the Office of the Director, Department of Tourism, Government of Odisha, Paryatan Bhawan, Lewis Road, Bhubaneswar - 751014, Odisha, India in a sealed cover.: [765, 2060, 1114, 2119]
- cell-item: 400 wt. M.V. Lamp: [1184, 2073, 1367, 2091]
- table-row: [1137, 2235, 1486, 2253]
- potato-text-2: ଆଳୁରେ କଳଙ୍କ କାଟ ଲାଗୁଥିଲେ ଏକର ପ୍ରତି ୪୦୦ ମି.ଲି. କ୍ଲୋରୋପାଇରିଫସ କିମ୍ବା କୋରାଟ କିମ୍ବା ସାଇପରମେଥ୍ରିନ ସନ୍ଧ୍ୟାବେଳେ ପତ୍ରରେ ସିଞ୍ଚନ କରନ୍ତୁ । ଏଥିପ୍ରତି ଅନ୍ୟ କିଆରିକୁ ମାଡ଼ି ନ ଯିବା ପାଇଁ ଜିଆରେ କ୍ଲୋରୋପାଇରିଫସ ୧.୫% ଗୁଣ ବହଳ ଭାବେ ପ୍ରୟୋଗ କରନ୍ତୁ । ଅଗ୍ରହଣ ଆଶୁବିନାଶ ପାଇଁ ୧୨ ଦିନ ପରେ ପୁନର୍ବାର ଏହାକୁ ଛାଡନ୍ତୁ ।: [1130, 1006, 1492, 1122]
- cell-sl: 31: [1137, 2109, 1184, 2127]
